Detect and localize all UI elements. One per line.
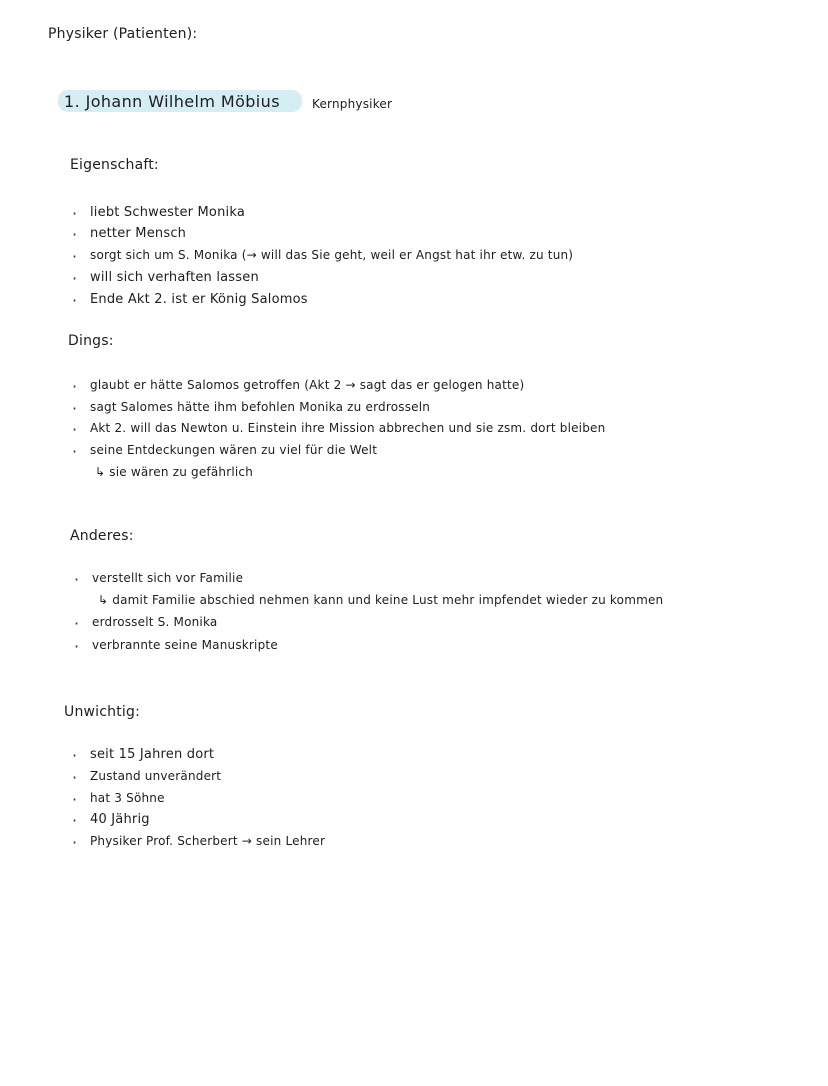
character-heading [64, 92, 280, 111]
unwichtig-item: · seit 15 Jahren dort [90, 747, 214, 762]
eigenschaft-item: · Ende Akt 2. ist er König Salomos [90, 292, 308, 307]
character-role: Kernphysiker [312, 97, 393, 111]
anderes-item: · erdrosselt S. Monika [92, 615, 217, 629]
dings-item: · sagt Salomes hätte ihm befohlen Monika zu erdrosseln [90, 400, 430, 414]
unwichtig-item: · Zustand unverändert [90, 769, 221, 783]
anderes-heading: Anderes: [70, 528, 134, 544]
dings-heading: Dings: [68, 333, 114, 349]
unwichtig-item: · Physiker Prof. Scherbert → sein Lehrer [90, 834, 325, 848]
eigenschaft-item: · liebt Schwester Monika [90, 205, 245, 220]
anderes-sub-note: ↳ damit Familie abschied nehmen kann und keine Lust mehr impfendet wieder zu kommen [98, 593, 664, 607]
character-number: 1. [64, 92, 81, 111]
unwichtig-heading: Unwichtig: [64, 704, 141, 720]
dings-item: · seine Entdeckungen wären zu viel für die Welt [90, 443, 377, 457]
eigenschaft-heading: Eigenschaft: [70, 157, 159, 173]
unwichtig-item: · 40 Jährig [90, 812, 150, 827]
eigenschaft-item: · sorgt sich um S. Monika (→ will das Sie geht, weil er Angst hat ihr etw. zu tun) [90, 248, 573, 262]
page-title: Physiker (Patienten): [48, 26, 198, 42]
dings-sub-note: ↳ sie wären zu gefährlich [95, 465, 253, 479]
dings-item: · Akt 2. will das Newton u. Einstein ihre Mission abbrechen und sie zsm. dort bleiben [90, 421, 605, 435]
unwichtig-item: · hat 3 Söhne [90, 791, 165, 805]
eigenschaft-item: · will sich verhaften lassen [90, 270, 259, 285]
anderes-item: · verstellt sich vor Familie [92, 571, 243, 585]
eigenschaft-item: · netter Mensch [90, 226, 186, 241]
anderes-item: · verbrannte seine Manuskripte [92, 638, 278, 652]
character-name: Johann Wilhelm Möbius [85, 92, 280, 111]
dings-item: · glaubt er hätte Salomos getroffen (Akt 2 → sagt das er gelogen hatte) [90, 378, 524, 392]
